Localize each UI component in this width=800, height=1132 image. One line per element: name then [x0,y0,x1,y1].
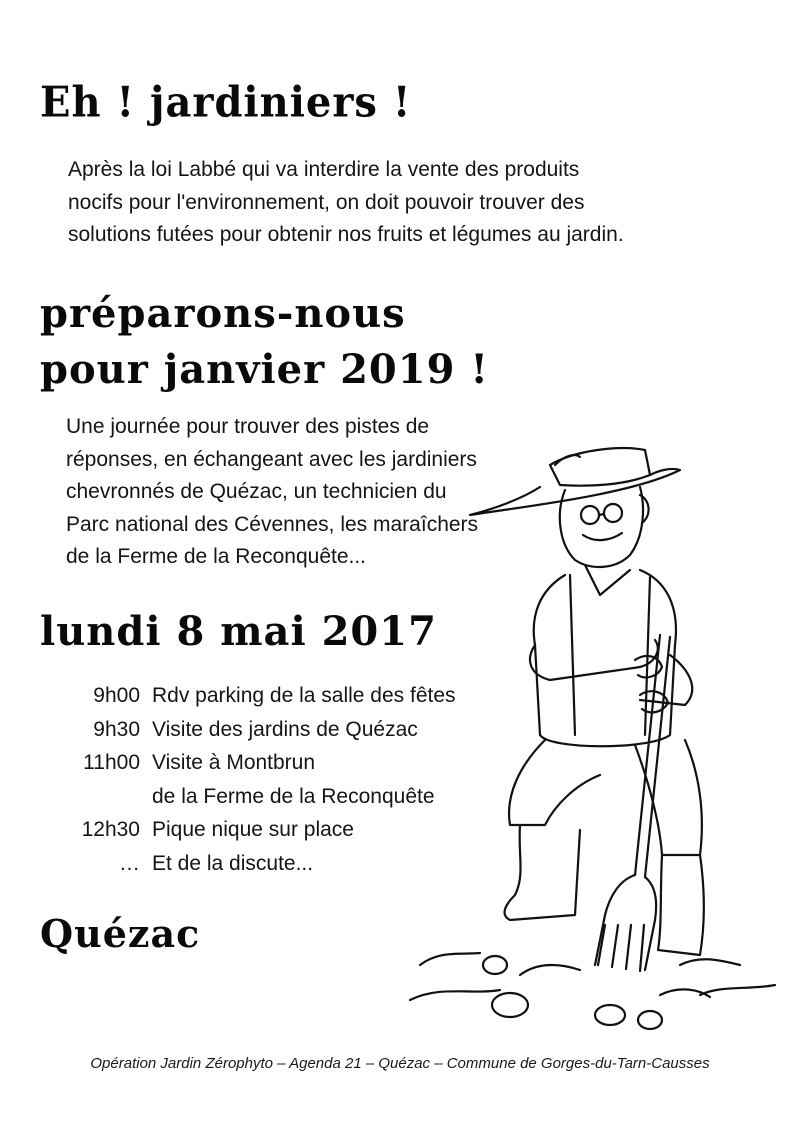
headline-eh-jardiniers: Eh ! jardiniers ! [40,77,412,128]
description-line: Parc national des Cévennes, les maraîchers [66,512,479,536]
description-line: Une journée pour trouver des pistes de [66,415,430,438]
intro-line: solutions futées pour obtenir nos fruits et légumes au jardin. [68,223,624,246]
schedule-text: Visite des jardins de Quézac [152,717,418,741]
schedule-list [60,679,456,880]
schedule-time: 12h30 [81,818,140,841]
description-line: chevronnés de Quézac, un technicien du [66,480,447,503]
description-line: de la Ferme de la Reconquête... [66,545,367,568]
schedule-row [60,813,456,847]
schedule-row [60,713,456,747]
intro-line: nocifs pour l'environnement, on doit pouvoir trouver des [68,190,585,214]
description-line: réponses, en échangeant avec les jardiniers [66,447,477,471]
schedule-row [60,679,456,713]
gardener-with-pitchfork-icon [400,405,790,1045]
schedule-time: … [119,851,140,875]
schedule-time: 9h00 [93,684,140,707]
headline-pour-janvier: pour janvier 2019 ! [40,346,489,393]
schedule-text: Et de la discute... [152,851,314,875]
footer-credits: Opération Jardin Zérophyto – Agenda 21 – Quézac – Commune de Gorges-du-Tarn-Causses [90,1055,710,1072]
schedule-row [60,847,456,881]
schedule-time: 11h00 [83,751,140,774]
schedule-time [60,780,140,814]
intro-paragraph [68,154,624,252]
schedule-text: Pique nique sur place [152,818,354,841]
schedule-row [60,780,456,814]
gardener-illustration [400,405,790,1045]
schedule-row [60,746,456,780]
schedule-text: Visite à Montbrun [152,751,316,774]
schedule-time: 9h30 [93,717,140,741]
headline-preparons-nous: préparons-nous [40,290,406,337]
schedule-text: Rdv parking de la salle des fêtes [152,684,456,707]
schedule-text: de la Ferme de la Reconquête [152,784,435,808]
location-heading: Quézac [40,911,201,956]
intro-line: Après la loi Labbé qui va interdire la vente des produits [68,158,580,181]
event-date-heading: lundi 8 mai 2017 [40,608,437,655]
